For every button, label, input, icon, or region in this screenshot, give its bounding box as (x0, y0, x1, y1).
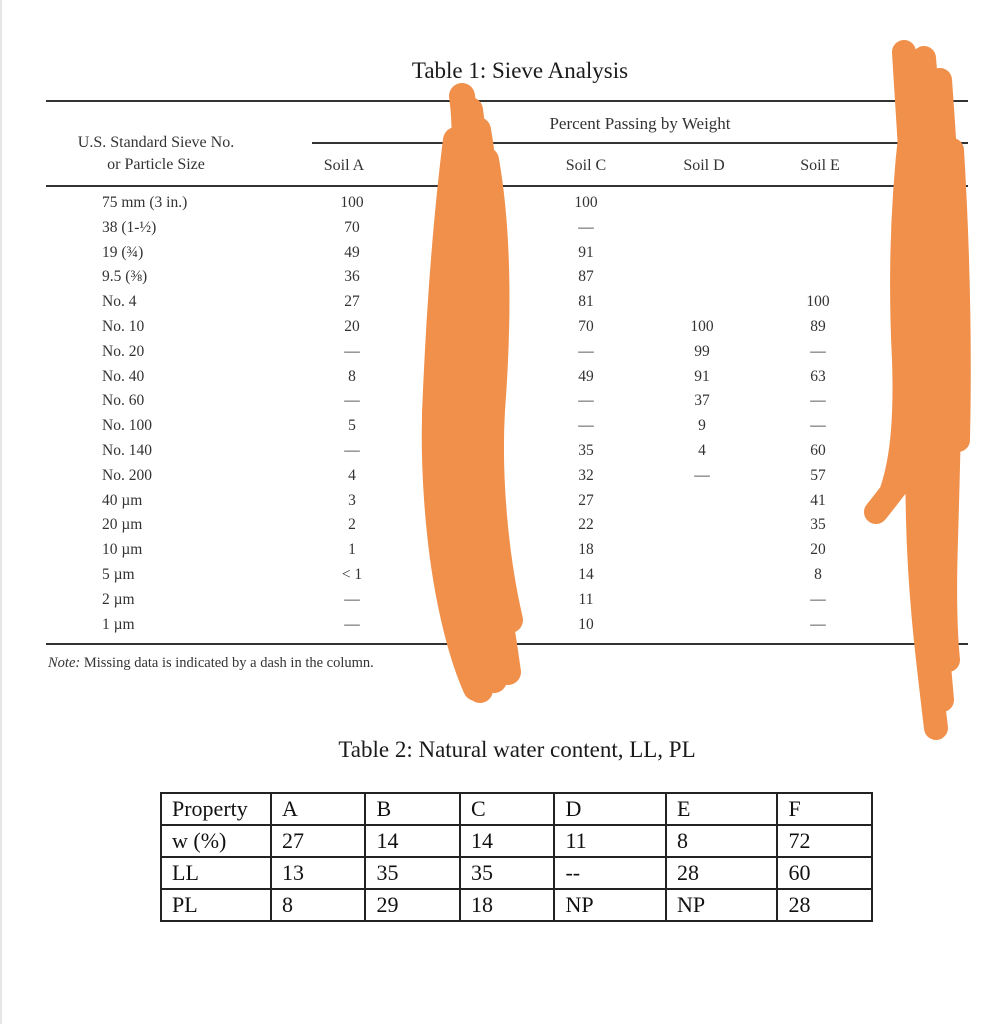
table2-row (161, 825, 872, 857)
table1-title: Table 1: Sieve Analysis (411, 58, 629, 83)
cell-soil-d: 37 (694, 392, 710, 410)
table2-value-cell: B (365, 793, 459, 825)
column-header-soil-a: Soil A (323, 157, 365, 174)
cell-soil-c: 100 (574, 194, 598, 211)
table2-value-cell: 11 (554, 825, 666, 857)
table1-header-rule (46, 185, 968, 187)
sieve-size-label: No. 4 (102, 293, 137, 311)
cell-soil-e: 89 (810, 318, 826, 335)
table2-row (161, 889, 872, 921)
cell-soil-e: 63 (810, 367, 826, 385)
table2-row (161, 793, 872, 825)
table1-row (0, 467, 1008, 491)
column-header-soil-c: Soil C (565, 157, 607, 174)
table1-note (48, 655, 374, 672)
cell-soil-e: 20 (810, 541, 826, 559)
sieve-size-label: No. 140 (102, 442, 152, 459)
table1-row (0, 194, 1008, 218)
table1-row (0, 343, 1008, 367)
table2-value-cell: 35 (460, 857, 554, 889)
table2-value-cell: 13 (271, 857, 365, 889)
cell-soil-a: < 1 (341, 566, 363, 583)
table1-row (0, 392, 1008, 416)
table2-property-cell: Property (161, 793, 271, 825)
cell-soil-c: 11 (578, 590, 594, 608)
table1-row (0, 492, 1008, 516)
table2-value-cell: D (554, 793, 666, 825)
row-header-line2: or Particle Size (107, 156, 205, 173)
sieve-size-label: No. 200 (102, 466, 152, 484)
cell-soil-c: 22 (578, 516, 594, 534)
table2-value-cell: A (271, 793, 365, 825)
table2-value-cell: NP (554, 889, 666, 921)
table1-row (0, 368, 1008, 392)
cell-soil-a: 2 (348, 516, 356, 534)
cell-soil-d: — (694, 466, 710, 484)
table1-row (0, 244, 1008, 268)
cell-soil-a: 8 (348, 367, 356, 385)
table2-value-cell: 29 (365, 889, 459, 921)
table2-value-cell: 27 (271, 825, 365, 857)
table1-row (0, 293, 1008, 317)
cell-soil-e: — (810, 417, 826, 435)
table2-value-cell: NP (666, 889, 778, 921)
table1-row (0, 442, 1008, 466)
table1-row (0, 219, 1008, 243)
table2-value-cell: -- (554, 857, 666, 889)
table1-row (0, 318, 1008, 342)
cell-soil-a: 20 (344, 318, 360, 335)
note-text: Missing data is indicated by a dash in the column. (80, 655, 374, 671)
cell-soil-c: 49 (578, 367, 594, 385)
table1-row (0, 616, 1008, 640)
table1-row (0, 268, 1008, 292)
cell-soil-c: — (578, 392, 594, 410)
cell-soil-d: 9 (698, 417, 706, 435)
cell-soil-c: — (578, 342, 594, 360)
sieve-size-label: 20 µm (102, 516, 143, 534)
note-prefix: Note: (48, 655, 81, 671)
cell-soil-a: 3 (348, 491, 356, 509)
cell-soil-e: 8 (814, 566, 822, 583)
cell-soil-e: — (810, 392, 826, 410)
cell-soil-c: 32 (578, 466, 594, 484)
table2-row (161, 857, 872, 889)
table2-value-cell: 8 (271, 889, 365, 921)
sieve-size-label: No. 10 (102, 318, 145, 335)
sieve-size-label: 5 µm (102, 566, 135, 583)
cell-soil-e: — (810, 590, 826, 608)
cell-soil-e: — (810, 615, 826, 633)
cell-soil-e: — (810, 342, 826, 360)
cell-soil-c: 35 (578, 442, 594, 459)
table2-value-cell: 8 (666, 825, 778, 857)
sieve-size-label: 38 (1-½) (102, 218, 157, 236)
cell-soil-d: 99 (694, 342, 710, 360)
cell-soil-a: 5 (348, 417, 356, 435)
table1-row (0, 541, 1008, 565)
cell-soil-c: 87 (578, 268, 594, 286)
cell-soil-a: — (344, 342, 360, 360)
table2 (160, 792, 873, 922)
cell-soil-a: 70 (344, 218, 360, 236)
table2-value-cell: E (666, 793, 778, 825)
cell-soil-c: 91 (578, 243, 594, 261)
cell-soil-d: 4 (698, 442, 706, 459)
cell-soil-c: 10 (578, 615, 594, 633)
sieve-size-label: 9.5 (⅜) (102, 268, 148, 286)
table2-value-cell: 28 (777, 889, 872, 921)
table2-property-cell: w (%) (161, 825, 271, 857)
sieve-size-label: No. 100 (102, 417, 152, 435)
cell-soil-c: 14 (578, 566, 594, 583)
sieve-size-label: 75 mm (3 in.) (102, 194, 188, 211)
table1-group-header: Percent Passing by Weight (549, 114, 731, 133)
table2-property-cell: LL (161, 857, 271, 889)
sieve-size-label: No. 20 (102, 342, 145, 360)
column-header-soil-d: Soil D (683, 157, 725, 174)
cell-soil-a: — (344, 590, 360, 608)
table1-row-header (46, 132, 266, 176)
cell-soil-a: 4 (348, 466, 356, 484)
cell-soil-a: 27 (344, 293, 360, 311)
table2-value-cell: C (460, 793, 554, 825)
cell-soil-a: — (344, 392, 360, 410)
table1-row (0, 516, 1008, 540)
sieve-size-label: 1 µm (102, 615, 135, 633)
table2-value-cell: 18 (460, 889, 554, 921)
table2-value-cell: 28 (666, 857, 778, 889)
table2-value-cell: 14 (460, 825, 554, 857)
table2-value-cell: 72 (777, 825, 872, 857)
cell-soil-e: 35 (810, 516, 826, 534)
cell-soil-c: — (578, 417, 594, 435)
sieve-size-label: 10 µm (102, 541, 143, 559)
cell-soil-e: 100 (806, 293, 830, 311)
cell-soil-c: 18 (578, 541, 594, 559)
column-header-soil-e: Soil E (800, 157, 840, 174)
cell-soil-e: 57 (810, 466, 826, 484)
sieve-size-label: 2 µm (102, 590, 135, 608)
table1-bottom-rule (46, 643, 968, 645)
sieve-size-label: No. 60 (102, 392, 145, 410)
cell-soil-a: 36 (344, 268, 360, 286)
table2-value-cell: 60 (777, 857, 872, 889)
cell-soil-c: 70 (578, 318, 594, 335)
cell-soil-e: 41 (810, 491, 826, 509)
cell-soil-a: — (344, 442, 360, 459)
row-header-line1: U.S. Standard Sieve No. (77, 134, 235, 151)
cell-soil-c: 81 (578, 293, 594, 311)
cell-soil-d: 100 (690, 318, 714, 335)
table2-value-cell: F (777, 793, 872, 825)
cell-soil-e: 60 (810, 442, 826, 459)
sieve-size-label: 19 (¾) (102, 243, 144, 261)
sieve-size-label: 40 µm (102, 491, 143, 509)
table2-value-cell: 35 (365, 857, 459, 889)
cell-soil-d: 91 (694, 367, 710, 385)
cell-soil-a: 100 (340, 194, 364, 211)
table2-value-cell: 14 (365, 825, 459, 857)
table2-title: Table 2: Natural water content, LL, PL (338, 737, 696, 762)
table1-row (0, 591, 1008, 615)
sieve-size-label: No. 40 (102, 367, 145, 385)
cell-soil-c: 27 (578, 491, 594, 509)
cell-soil-a: — (344, 615, 360, 633)
table1-group-rule (312, 142, 968, 144)
cell-soil-a: 49 (344, 243, 360, 261)
table1-top-rule (46, 100, 968, 102)
table1-row (0, 566, 1008, 590)
cell-soil-a: 1 (348, 541, 356, 559)
table1-row (0, 417, 1008, 441)
table2-property-cell: PL (161, 889, 271, 921)
cell-soil-c: — (578, 218, 594, 236)
